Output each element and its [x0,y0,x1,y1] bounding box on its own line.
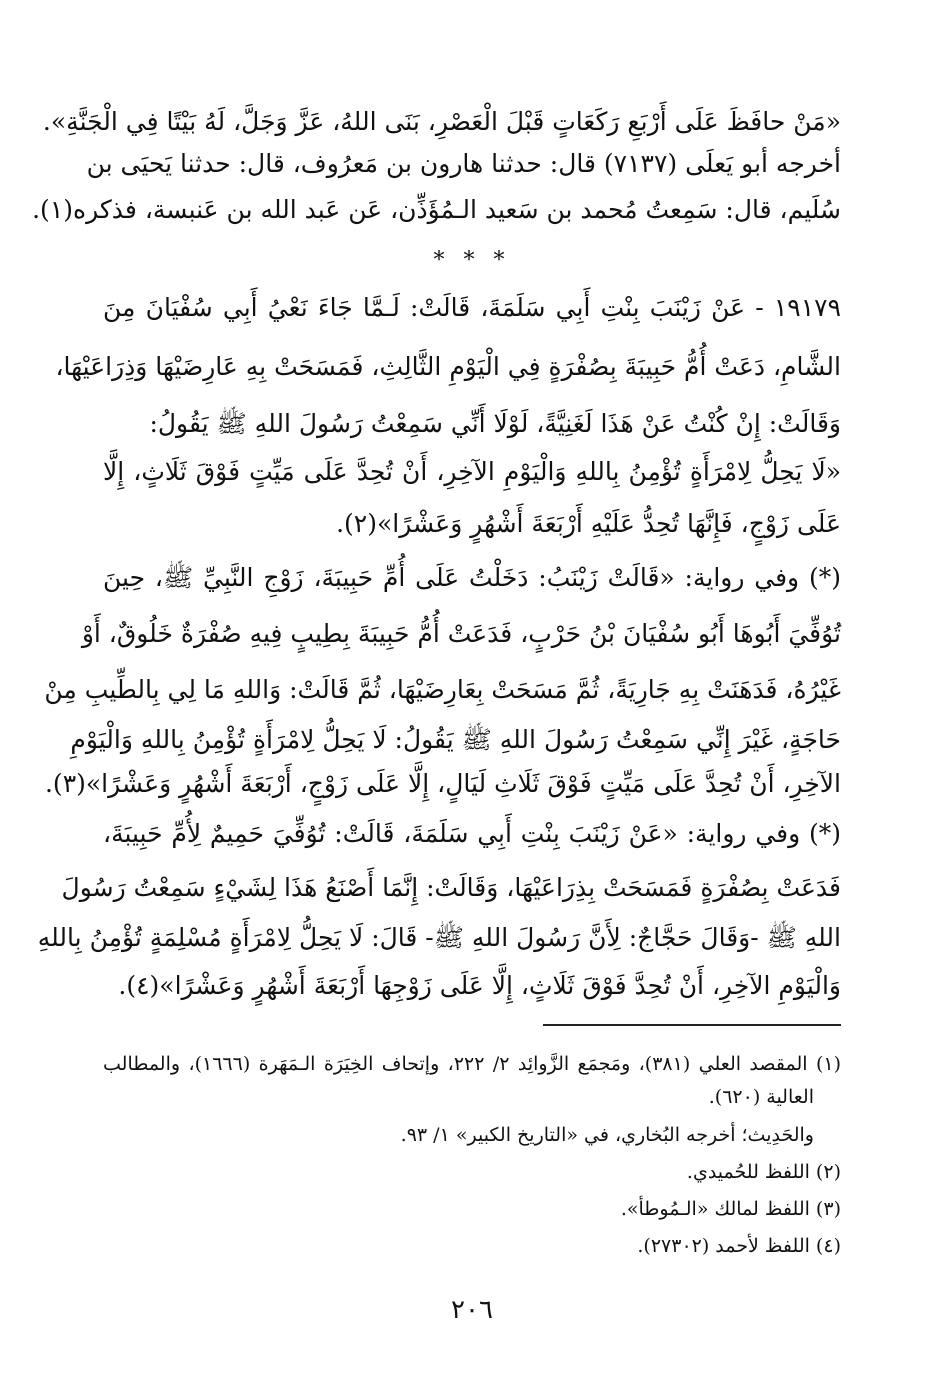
footnote-line: (١) المقصد العلي (٣٨١)، ومَجمَع الزَّوائِد ٢/ ٢٢٢، وإتحاف الخِيَرَة الـمَهَرة (١٦٦٦)، والمطالب [103,1053,841,1075]
takhrij-line: أخرجه أبو يَعلَى (٧١٣٧) قال: حدثنا هارون بن مَعرُوف، قال: حدثنا يَحيَى بن [86,149,841,178]
hadith-text-line: وَقَالَتْ: إِنْ كُنْتُ عَنْ هَذَا لَغَنِيَّةً، لَوْلَا أَنِّي سَمِعْتُ رَسُولَ اللهِ ﷺ يَقُولُ: [149,409,841,438]
takhrij-line: سُلَيم، قال: سَمِعتُ مُحمد بن سَعيد الـمُؤَذِّن، عَن عَبد الله بن عَنبسة، فذكره(١). [32,195,841,224]
narration-line: (*) وفي رواية: «قَالَتْ زَيْنَبُ: دَخَلْتُ عَلَى أُمِّ حَبِيبَةَ، زَوْجِ النَّبِيِّ ﷺ، حِينَ [103,563,841,592]
hadith-text-line: «مَنْ حافَظَ عَلَى أَرْبَعِ رَكَعَاتٍ قَبْلَ الْعَصْرِ، بَنَى اللهُ، عَزَّ وَجَلَّ، لَهُ بَيْتًا فِي الْجَنَّةِ». [42,107,841,136]
footnote-separator [543,1024,841,1026]
section-separator: * * * [433,248,511,273]
hadith-text-line: الشَّامِ، دَعَتْ أُمُّ حَبِيبَةَ بِصُفْرَةٍ فِي الْيَوْمِ الثَّالِثِ، فَمَسَحَتْ بِهِ عَارِضَيْهَا وَذِرَاعَيْهَا، [55,352,841,381]
narration-line: غَيْرُهُ، فَدَهَنَتْ بِهِ جَارِيَةً، ثُمَّ مَسَحَتْ بِعَارِضَيْهَا، ثُمَّ قَالَتْ: وَاللهِ مَا لِي بِالطِّيبِ مِنْ [44,675,841,704]
narration-line: وَالْيَوْمِ الآخِرِ، أَنْ تُحِدَّ فَوْقَ ثَلَاثٍ، إِلَّا عَلَى زَوْجِهَا أَرْبَعَةَ أَشْهُرٍ وَعَشْرًا»(٤). [118,971,841,1000]
narration-line: فَدَعَتْ بِصُفْرَةٍ فَمَسَحَتْ بِذِرَاعَيْهَا، وَقَالَتْ: إِنَّمَا أَصْنَعُ هَذَا لِشَيْءٍ سَمِعْتُ رَسُولَ [61,873,841,902]
footnote-line: (٤) اللفظ لأحمد (٢٧٣٠٢). [637,1235,841,1257]
footnote-line: (٢) اللفظ للحُميدي. [686,1161,841,1183]
hadith-text-line: عَلَى زَوْجٍ، فَإِنَّهَا تُحِدُّ عَلَيْهِ أَرْبَعَةَ أَشْهُرٍ وَعَشْرًا»(٢). [336,509,841,538]
narration-line: (*) وفي رواية: «عَنْ زَيْنَبَ بِنْتِ أَبِي سَلَمَةَ، قَالَتْ: تُوُفِّيَ حَمِيمٌ لِأُمِّ حَبِيبَةَ، [103,819,841,848]
hadith-number-line: ١٩١٧٩ - عَنْ زَيْنَبَ بِنْتِ أَبِي سَلَمَةَ، قَالَتْ: لَـمَّا جَاءَ نَعْيُ أَبِي سُفْيَانَ مِنَ [103,293,841,322]
narration-line: تُوُفِّيَ أَبُوهَا أَبُو سُفْيَانَ بْنُ حَرْبٍ، فَدَعَتْ أُمُّ حَبِيبَةَ بِطِيبٍ فِيهِ صُفْرَةٌ خَلُوقٌ، أَوْ [81,619,841,648]
narration-line: حَاجَةٍ، غَيْرَ إِنِّي سَمِعْتُ رَسُولَ اللهِ ﷺ يَقُولُ: لَا يَحِلُّ لِامْرَأَةٍ تُؤْمِنُ بِاللهِ وَالْيَوْمِ [70,725,841,754]
footnote-line: (٣) اللفظ لمالك «الـمُوطأ». [620,1198,841,1220]
footnote-line: والحَدِيث؛ أخرجه البُخاري، في «التاريخ الكبير» ١/ ٩٣. [400,1124,814,1146]
hadith-text-line: «لَا يَحِلُّ لِامْرَأَةٍ تُؤْمِنُ بِاللهِ وَالْيَوْمِ الآخِرِ، أَنْ تُحِدَّ عَلَى مَيِّتٍ فَوْقَ ثَلَاثٍ، إِلَّا [103,457,841,486]
footnote-line: العالية (٦٢٠). [708,1086,814,1108]
page-number: ٢٠٦ [451,1295,493,1325]
narration-line: اللهِ ﷺ -وَقَالَ حَجَّاجٌ: لِأَنَّ رَسُولَ اللهِ ﷺ- قَالَ: لَا يَحِلُّ لِامْرَأَةٍ مُسْلِمَةٍ تُؤْمِنُ بِاللهِ [37,923,841,952]
narration-line: الآخِرِ، أَنْ تُحِدَّ عَلَى مَيِّتٍ فَوْقَ ثَلَاثِ لَيَالٍ، إِلَّا عَلَى زَوْجٍ، أَرْبَعَةَ أَشْهُرٍ وَعَشْرًا»(٣). [44,769,841,798]
